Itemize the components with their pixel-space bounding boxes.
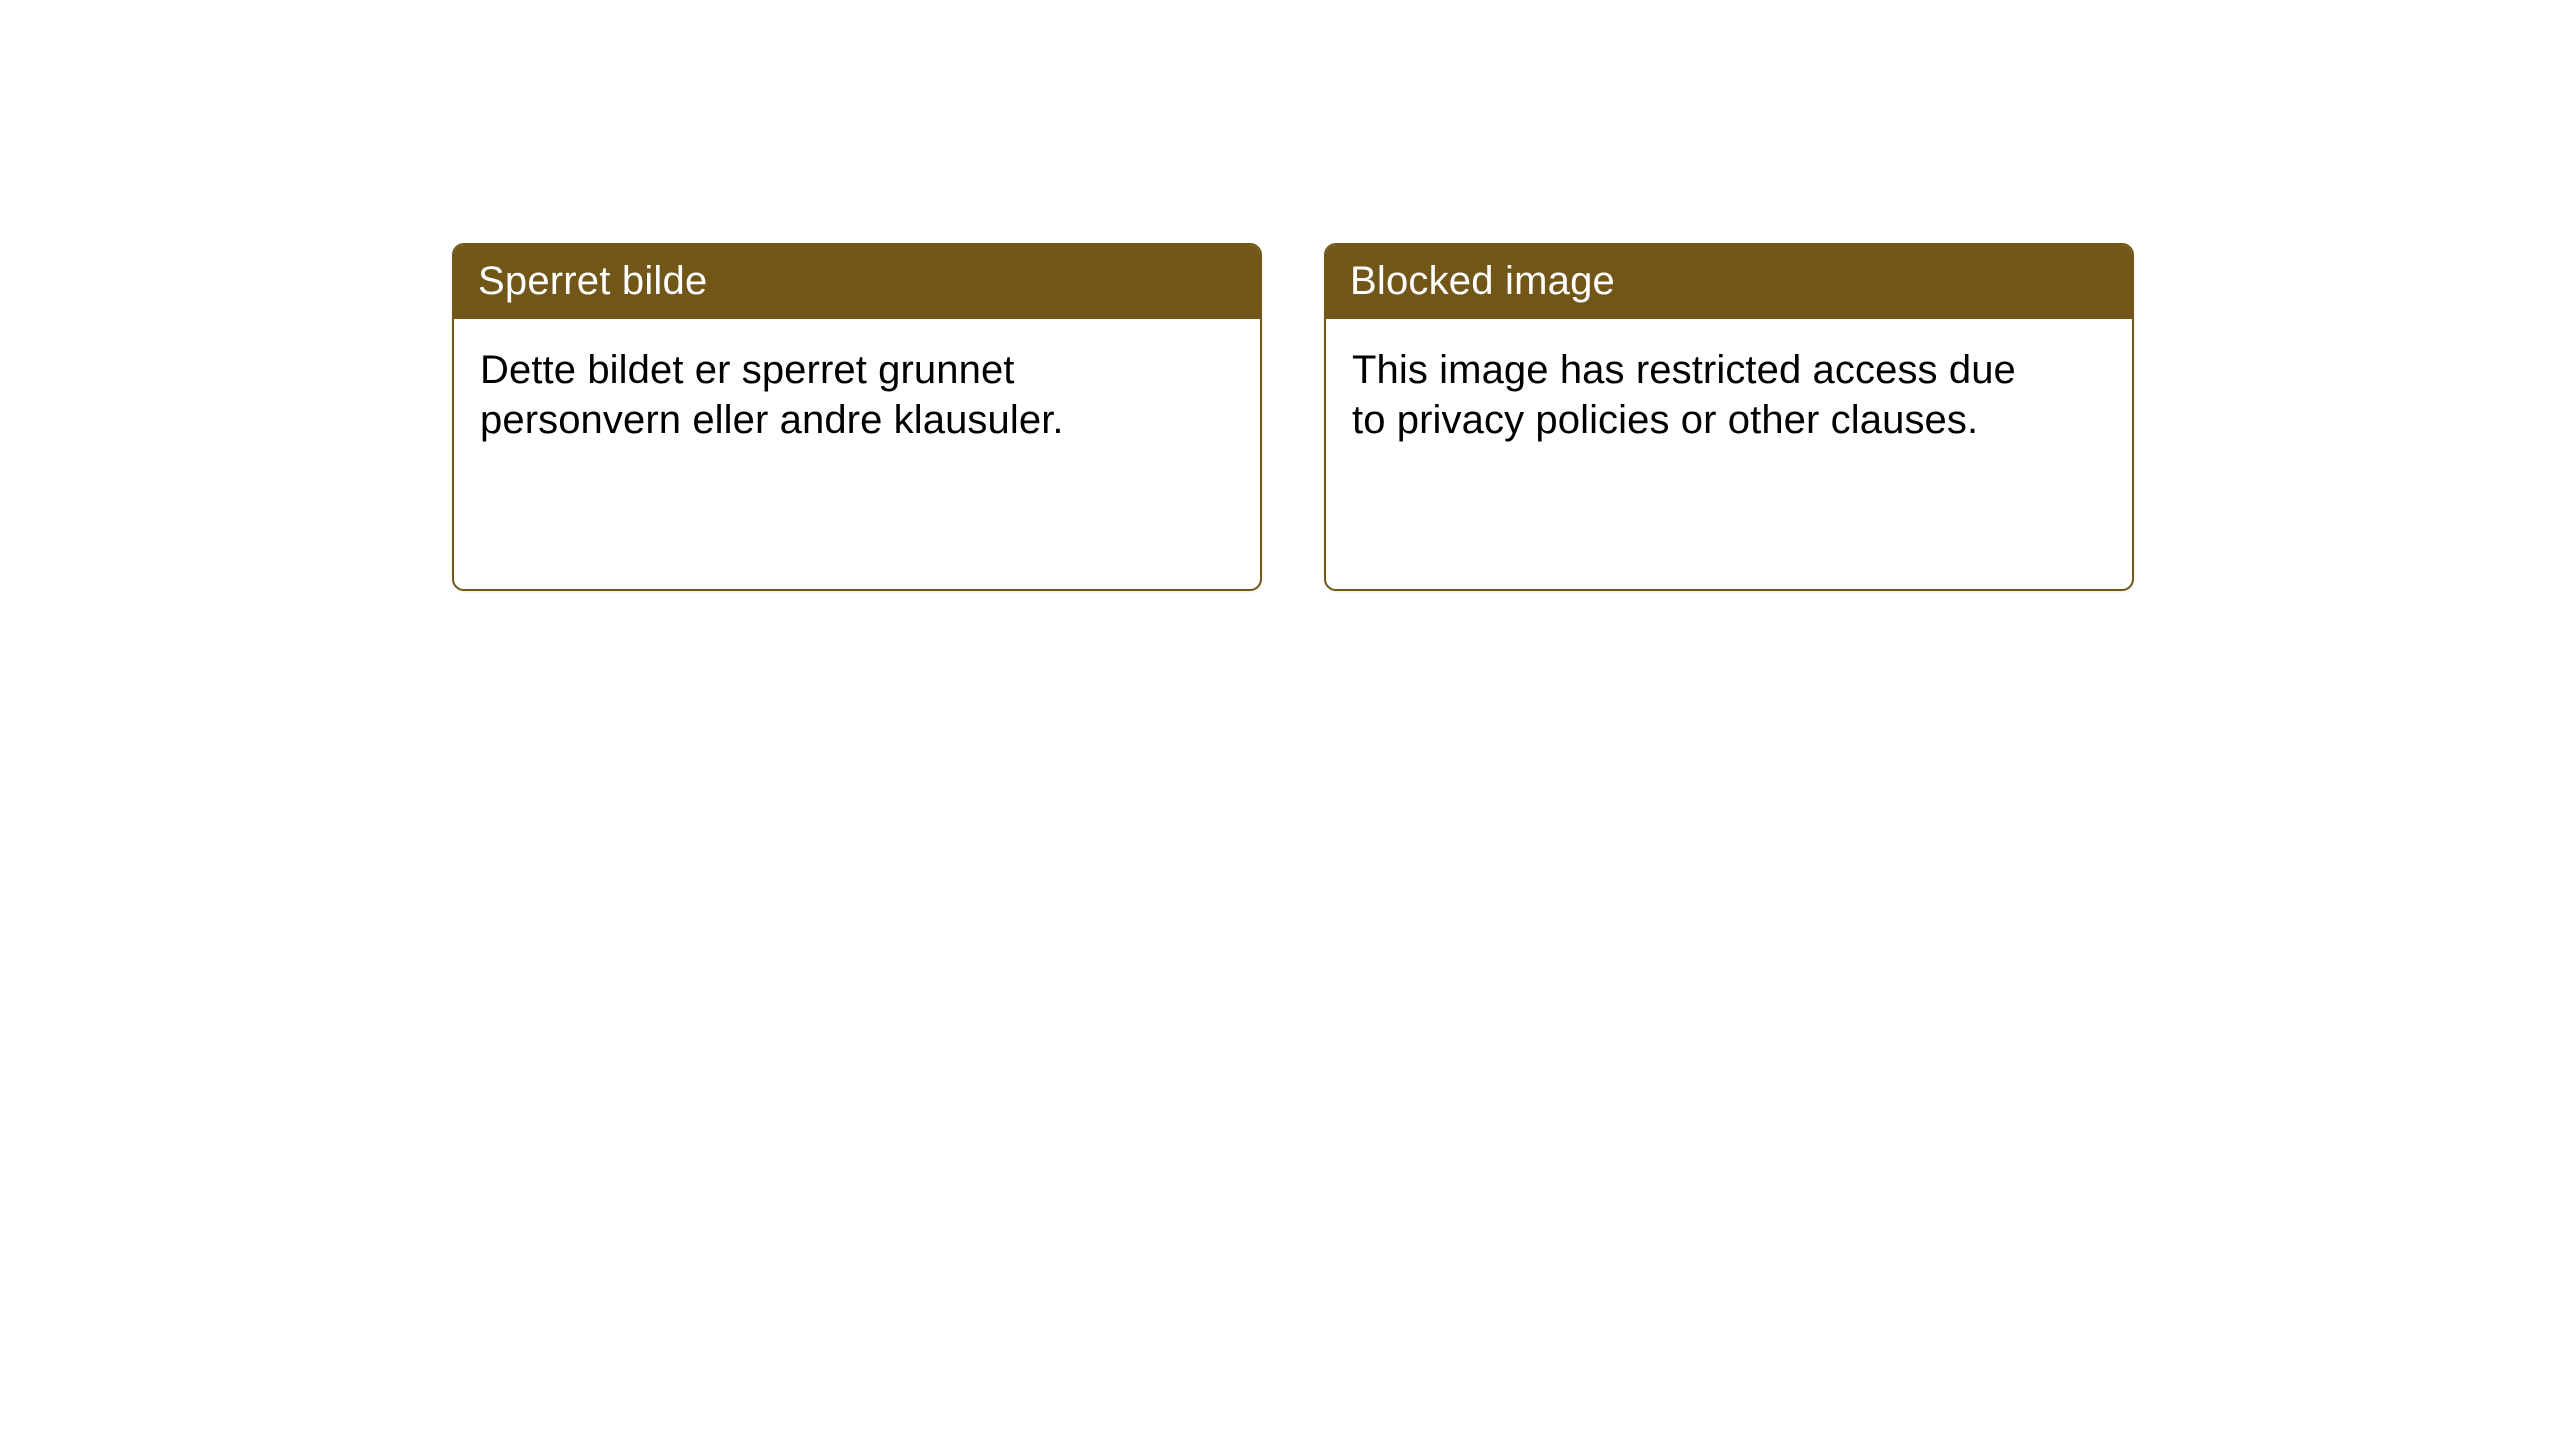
blocked-image-notice-group [452, 243, 2134, 591]
notice-message-norwegian: Dette bildet er sperret grunnet personvern eller andre klausuler. [480, 348, 1064, 442]
notice-message-english: This image has restricted access due to privacy policies or other clauses. [1352, 348, 2016, 442]
blocked-image-notice-english [1324, 243, 2134, 591]
notice-body-norwegian [454, 319, 1260, 445]
notice-title-english: Blocked image [1326, 245, 2132, 319]
notice-body-english [1326, 319, 2132, 445]
blocked-image-notice-norwegian [452, 243, 1262, 591]
notice-title-norwegian: Sperret bilde [454, 245, 1260, 319]
